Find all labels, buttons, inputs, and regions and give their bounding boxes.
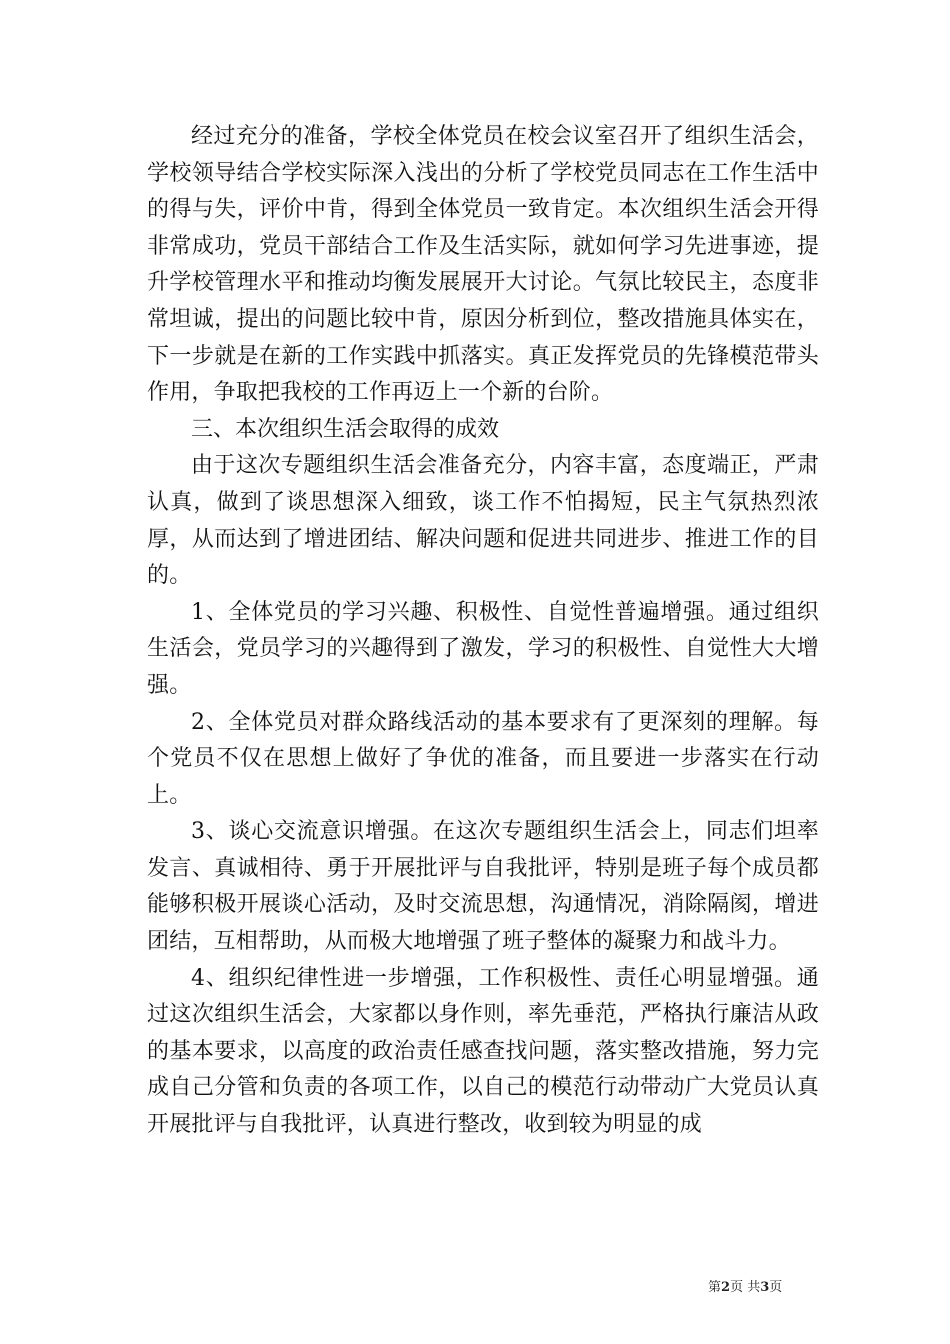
total-pages-number: 3 [760, 1280, 770, 1295]
paragraph-point-1: 1、全体党员的学习兴趣、积极性、自觉性普遍增强。通过组织生活会，党员学习的兴趣得到了激发，学习的积极性、自觉性大大增强。 [147, 599, 819, 698]
paragraph-results-intro: 由于这次专题组织生活会准备充分，内容丰富，态度端正，严肃认真，做到了谈思想深入细致，谈工作不怕揭短，民主气氛热烈浓厚，从而达到了增进团结、解决问题和促进共同进步、推进工作的目的。 [147, 453, 819, 589]
paragraph-point-4: 4、组织纪律性进一步增强，工作积极性、责任心明显增强。通过这次组织生活会，大家都以身作则，率先垂范，严格执行廉洁从政的基本要求，以高度的政治责任感查找问题，落实整改措施，努力完成自己分管和负责的各项工作，以自己的模范行动带动广大党员认真开展批评与自我批评，认真进行整改，收到较为明显的成 [147, 965, 819, 1138]
section-heading-results: 三、本次组织生活会取得的成效 [191, 416, 500, 442]
footer-middle: 页 共 [730, 1280, 761, 1295]
document-body [147, 119, 819, 1144]
paragraph-point-3: 3、谈心交流意识增强。在这次专题组织生活会上，同志们坦率发言、真诚相待、勇于开展批评与自我批评，特别是班子每个成员都能够积极开展谈心活动，及时交流思想，沟通情况，消除隔阂，增进团结，互相帮助，从而极大地增强了班子整体的凝聚力和战斗力。 [147, 819, 819, 955]
footer-suffix: 页 [769, 1280, 783, 1295]
paragraph-point-2: 2、全体党员对群众路线活动的基本要求有了更深刻的理解。每个党员不仅在思想上做好了争优的准备，而且要进一步落实在行动上。 [147, 709, 819, 808]
paragraph-meeting-summary: 经过充分的准备，学校全体党员在校会议室召开了组织生活会，学校领导结合学校实际深入浅出的分析了学校党员同志在工作生活中的得与失，评价中肯，得到全体党员一致肯定。本次组织生活会开得非常成功，党员干部结合工作及生活实际，就如何学习先进事迹，提升学校管理水平和推动均衡发展展开大讨论。气氛比较民主，态度非常坦诚，提出的问题比较中肯，原因分析到位，整改措施具体实在，下一步就是在新的工作实践中抓落实。真正发挥党员的先锋模范带头作用，争取把我校的工作再迈上一个新的台阶。 [147, 124, 819, 406]
current-page-number: 2 [721, 1280, 731, 1295]
footer-prefix: 第 [708, 1280, 722, 1295]
page-number-footer [708, 1279, 782, 1297]
